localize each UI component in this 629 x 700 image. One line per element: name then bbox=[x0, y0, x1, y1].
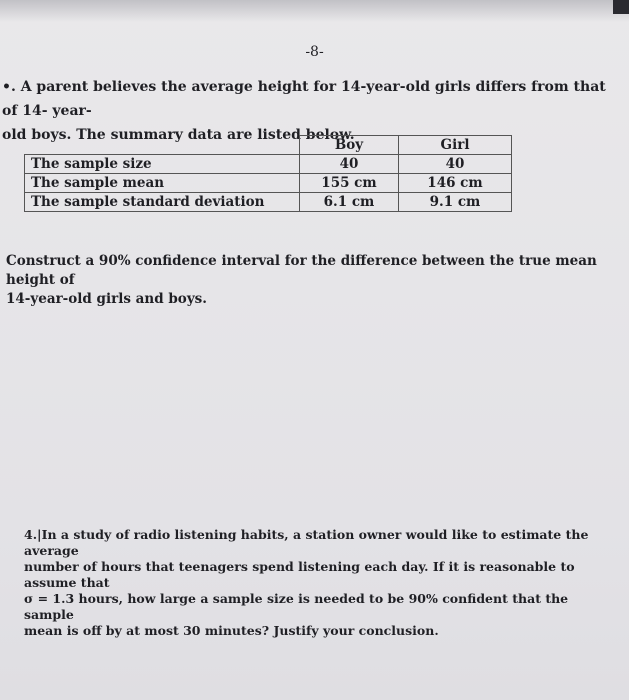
table-row bbox=[25, 155, 512, 174]
boy-value: 155 cm bbox=[300, 174, 399, 193]
question-3-line-2: old boys. The summary data are listed below. bbox=[2, 127, 355, 143]
question-4-number: 4.| bbox=[24, 527, 42, 542]
question-3-task bbox=[6, 252, 614, 309]
row-label: The sample standard deviation bbox=[25, 193, 300, 212]
row-label: The sample size bbox=[25, 155, 300, 174]
girl-value: 40 bbox=[399, 155, 512, 174]
question-3-line-1: •. A parent believes the average height for 14-year-old girls differs from that of 14- year- bbox=[2, 79, 606, 119]
photo-corner bbox=[613, 0, 629, 14]
table-row bbox=[25, 174, 512, 193]
row-label: The sample mean bbox=[25, 174, 300, 193]
question-4-line-1 bbox=[24, 527, 609, 559]
question-4-line-4: mean is off by at most 30 minutes? Justify your conclusion. bbox=[24, 623, 439, 638]
girl-value: 9.1 cm bbox=[399, 193, 512, 212]
girl-value: 146 cm bbox=[399, 174, 512, 193]
table-corner-cell bbox=[25, 136, 300, 155]
question-4-prompt bbox=[24, 527, 609, 639]
header-boy: Boy bbox=[300, 136, 399, 155]
question-4-line-3: σ = 1.3 hours, how large a sample size is needed to be 90% confident that the sample bbox=[24, 591, 569, 622]
boy-value: 6.1 cm bbox=[300, 193, 399, 212]
question-3-task-line-1: Construct a 90% confidence interval for the difference between the true mean height of bbox=[6, 253, 597, 288]
table-header-row bbox=[25, 136, 512, 155]
page-number: -8- bbox=[305, 44, 324, 60]
question-4-line-2: number of hours that teenagers spend listening each day. If it is reasonable to assume that bbox=[24, 559, 575, 590]
question-3-task-line-2: 14-year-old girls and boys. bbox=[6, 291, 207, 307]
question-4-line-1-text: In a study of radio listening habits, a station owner would like to estimate the average bbox=[24, 527, 589, 558]
table-row bbox=[25, 193, 512, 212]
header-girl: Girl bbox=[399, 136, 512, 155]
boy-value: 40 bbox=[300, 155, 399, 174]
photo-top-shadow bbox=[0, 0, 629, 22]
summary-table bbox=[24, 135, 512, 212]
